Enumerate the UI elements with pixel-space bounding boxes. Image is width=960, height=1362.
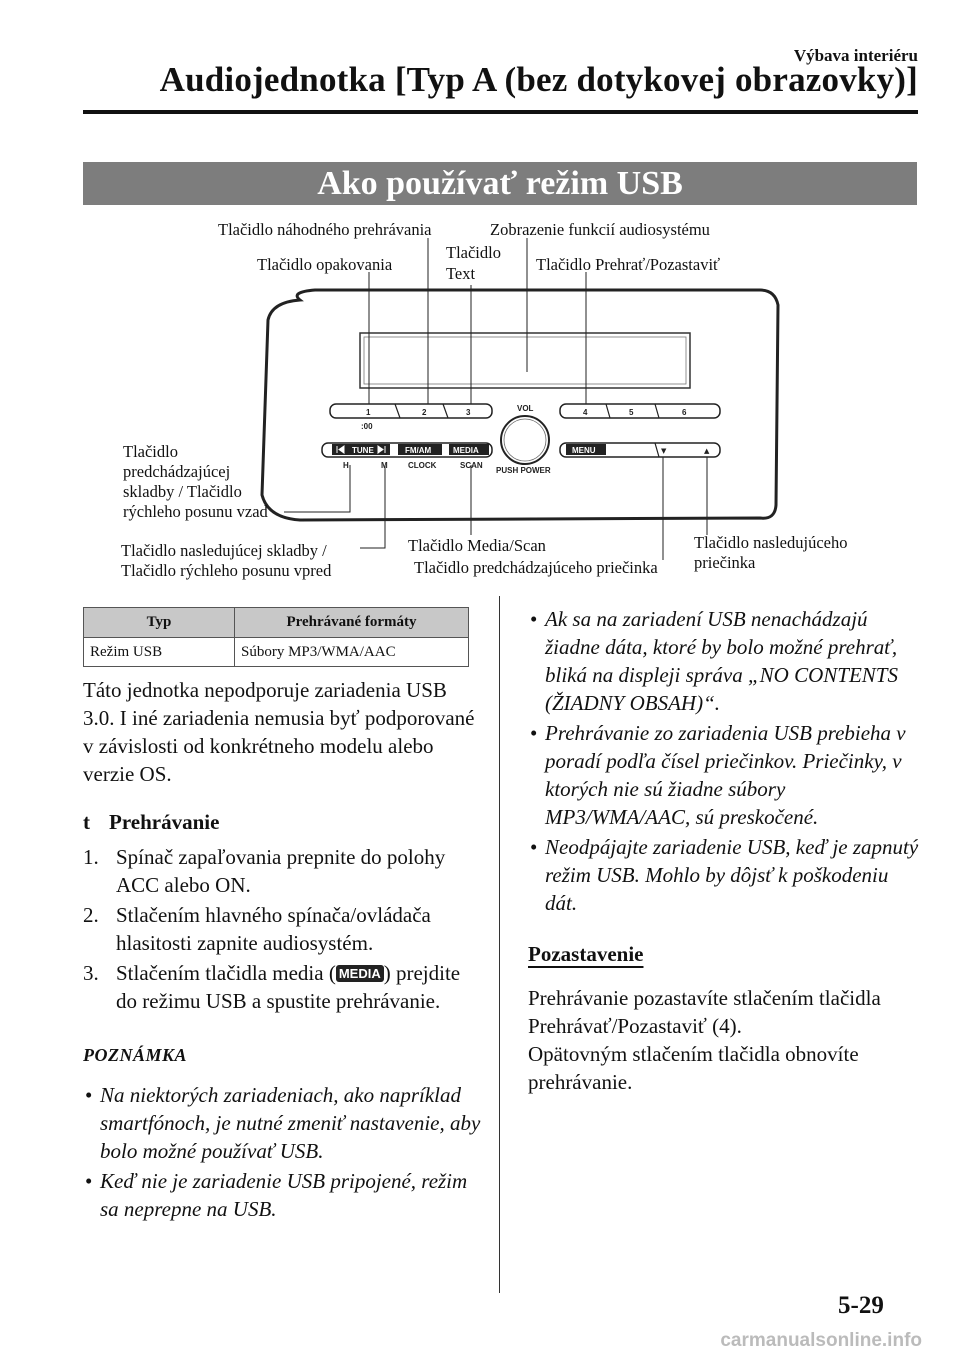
menu-text: MENU (572, 446, 596, 455)
bullet-icon: • (530, 835, 538, 859)
m-text: M (381, 461, 388, 470)
scan-text: SCAN (460, 461, 483, 470)
bullet-icon: • (85, 1083, 93, 1107)
table-cell: Súbory MP3/WMA/AAC (235, 638, 469, 667)
step-item (83, 843, 483, 899)
step-text: Stlačením hlavného spínača/ovládača hlasitosti zapnite audiosystém. (116, 903, 431, 955)
note-text: Neodpájajte zariadenie USB, keď je zapnutý režim USB. Mohlo by dôjsť k poškodeniu dát. (545, 835, 919, 915)
vol-text: VOL (517, 404, 534, 413)
step-number: 2. (83, 903, 99, 927)
note-bullet (528, 605, 923, 717)
table-header: Typ (84, 608, 235, 638)
tune-text: TUNE (352, 446, 374, 455)
header-chapter: Audiojednotka [Typ A (bez dotykovej obrazovky)] (159, 60, 918, 99)
right-column (528, 605, 923, 1096)
bullet-icon: • (530, 721, 538, 745)
label-text-button-line2: Text (446, 264, 476, 283)
arrow-up-icon: ▲ (704, 447, 710, 455)
preset-5: 5 (629, 408, 634, 417)
step-text-pre: Stlačením tlačidla media ( (116, 961, 336, 985)
label-random-button: Tlačidlo náhodného prehrávania (218, 220, 432, 239)
intro-paragraph: Táto jednotka nepodporuje zariadenia USB 3.0. I iné zariadenia nemusia byť podporované v závislosti od konkrétneho modelu alebo verzie OS. (83, 678, 475, 786)
note-text: Prehrávanie zo zariadenia USB prebieha v poradí podľa čísel priečinkov. Priečinky, v ktorých nie sú žiadne súbory MP3/WMA/AAC, sú preskočené. (545, 721, 906, 829)
label-next-folder-line1: Tlačidlo nasledujúceho (694, 533, 848, 552)
label-next-folder-line2: priečinka (694, 553, 756, 572)
left-column (83, 676, 483, 1223)
label-media-scan: Tlačidlo Media/Scan (408, 536, 546, 555)
resume-paragraph: Opätovným stlačením tlačidla obnovíte prehrávanie. (528, 1042, 859, 1094)
label-display: Zobrazenie funkcií audiosystému (490, 220, 710, 239)
table-header-row (84, 608, 469, 638)
display-window (360, 333, 690, 388)
note-bullet (83, 1081, 483, 1165)
label-prev-track-line4: rýchleho posunu vzad (123, 502, 268, 521)
label-text-button-line1: Tlačidlo (446, 243, 501, 262)
pause-paragraph: Prehrávanie pozastavíte stlačením tlačidla Prehrávať/Pozastaviť (4). (528, 986, 881, 1038)
note-bullet (528, 719, 923, 831)
label-prev-track-line2: predchádzajúcej (123, 462, 231, 481)
arrow-down-icon: ▼ (661, 447, 667, 455)
header-section: Výbava interiéru (793, 46, 918, 65)
table-cell: Režim USB (84, 638, 235, 667)
media-button-icon: MEDIA (336, 965, 384, 982)
push-power-text: PUSH POWER (496, 466, 551, 475)
section-title: Ako používať režim USB (83, 162, 917, 205)
media-text: MEDIA (453, 446, 479, 455)
step-number: 1. (83, 845, 99, 869)
step-number: 3. (83, 961, 99, 985)
step-item (83, 901, 483, 957)
bullet-icon: • (85, 1169, 93, 1193)
preset-6: 6 (682, 408, 687, 417)
preset-1: 1 (366, 408, 371, 417)
fmam-text: FM/AM (405, 446, 432, 455)
note-title: POZNÁMKA (83, 1045, 188, 1065)
playback-heading (83, 808, 483, 836)
footer-watermark: carmanualsonline.info (720, 1330, 922, 1351)
volume-knob (501, 416, 549, 464)
label-play-pause: Tlačidlo Prehrať/Pozastaviť (536, 255, 721, 274)
note-text: Keď nie je zariadenie USB pripojené, režim sa neprepne na USB. (100, 1169, 468, 1221)
h-text: H (343, 461, 349, 470)
preset-2: 2 (422, 408, 427, 417)
step-text-post: ) prejdite do režimu USB a spustite prehrávanie. (116, 961, 461, 1013)
label-prev-track-line1: Tlačidlo (123, 442, 178, 461)
format-table (83, 607, 469, 667)
label-repeat-button: Tlačidlo opakovania (257, 255, 393, 274)
note-text: Ak sa na zariadení USB nenachádzajú žiadne dáta, ktoré by bolo možné prehrať, bliká na displeji správa „NO CONTENTS (ŽIADNY OBSAH)“. (545, 607, 898, 715)
label-next-track-line1: Tlačidlo nasledujúcej skladby / (121, 541, 327, 560)
bullet-icon: • (530, 607, 538, 631)
playback-title: Prehrávanie (109, 810, 220, 834)
note-text: Na niektorých zariadeniach, ako napríklad smartfónoch, je nutné zmeniť nastavenie, aby bolo možné používať USB. (100, 1083, 481, 1163)
clock-text: CLOCK (408, 461, 437, 470)
section-marker-icon: t (83, 810, 90, 834)
label-prev-track-line3: skladby / Tlačidlo (123, 482, 242, 501)
step-text: Spínač zapaľovania prepnite do polohy ACC alebo ON. (116, 845, 446, 897)
column-divider (499, 596, 500, 1293)
step-item (83, 959, 483, 1015)
preset-3: 3 (466, 408, 471, 417)
note-bullet (528, 833, 923, 917)
note-bullet (83, 1167, 483, 1223)
table-header: Prehrávané formáty (235, 608, 469, 638)
colon00-text: :00 (361, 422, 373, 431)
preset-4: 4 (583, 408, 588, 417)
pause-title: Pozastavenie (528, 942, 644, 966)
label-next-track-line2: Tlačidlo rýchleho posunu vpred (121, 561, 332, 580)
label-prev-folder: Tlačidlo predchádzajúceho priečinka (414, 558, 658, 577)
table-row (84, 638, 469, 667)
page-number: 5-29 (838, 1292, 884, 1319)
